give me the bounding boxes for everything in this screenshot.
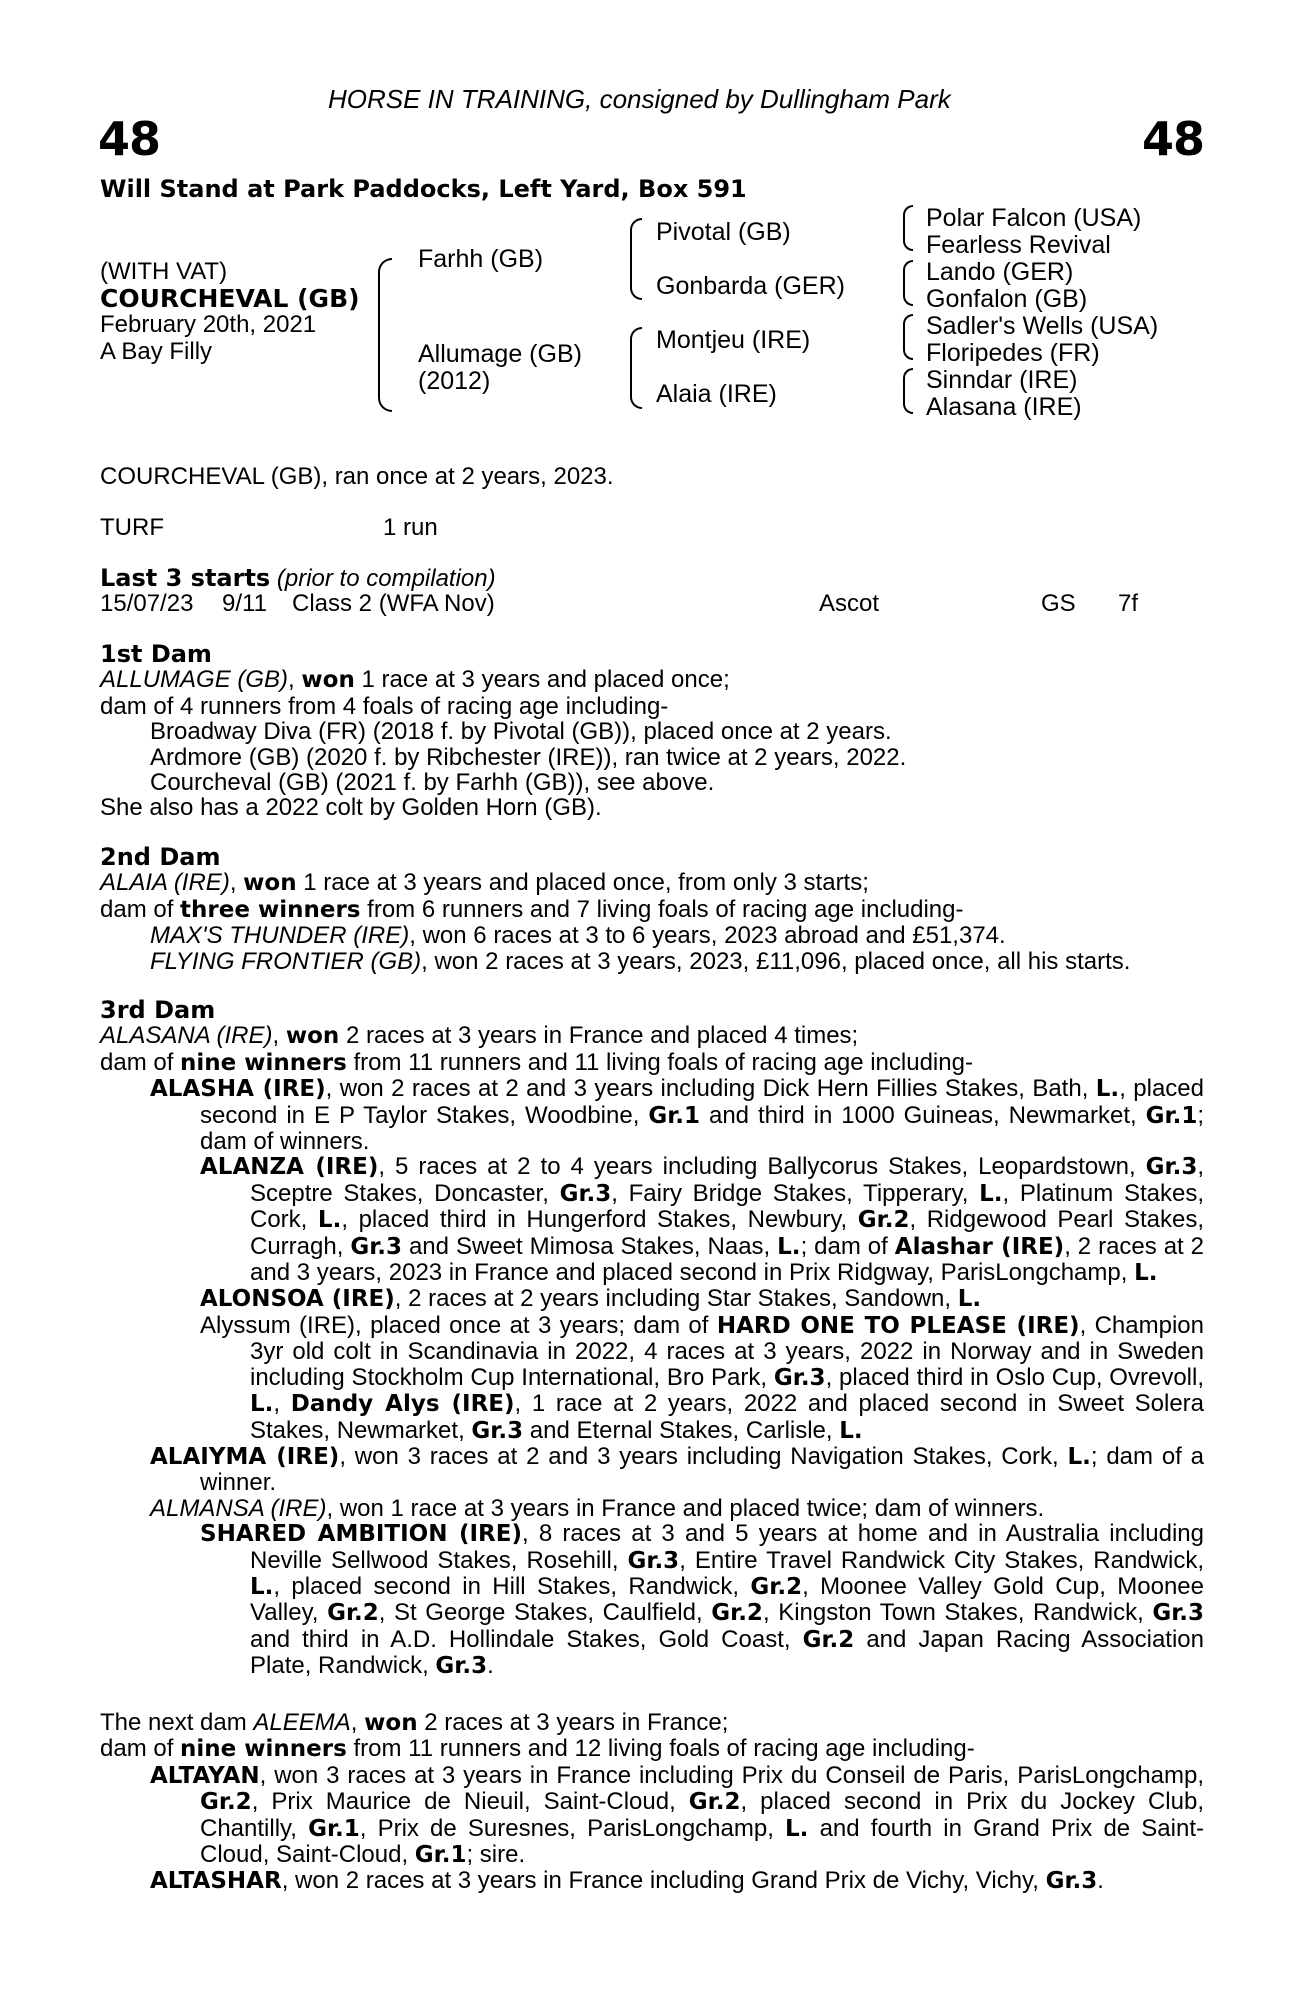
first-dam-name: ALLUMAGE (GB) [100, 666, 289, 694]
text: , won 3 races at 3 years in France including Prix du Conseil de Paris, ParisLongchamp, [259, 1761, 1204, 1789]
pedigree-sire-dam: Gonbarda (GER) [656, 272, 845, 300]
produce-name: ALASHA (IRE) [150, 1076, 326, 1103]
second-dam-name: ALAIA (IRE) [100, 869, 230, 897]
text: from 11 runners and 11 living foals of racing age including- [346, 1048, 973, 1076]
first-dam-heading: 1st Dam [100, 640, 212, 668]
pedigree-sire-sire: Pivotal (GB) [656, 218, 791, 246]
pedigree-g2: Fearless Revival [926, 231, 1111, 259]
sep: , [229, 869, 244, 897]
text: , 8 races at 3 and 5 years at home and in Australia including Neville Sellwood Stakes, Rosehill, [250, 1520, 1204, 1574]
produce-altashar [100, 1868, 1204, 1894]
stable-location: Will Stand at Park Paddocks, Left Yard, Box 591 [100, 175, 747, 203]
produce-name: ALMANSA (IRE) [150, 1494, 327, 1522]
won-label: won [243, 870, 297, 897]
produce-alasha [100, 1076, 1204, 1154]
grade: Gr.3 [1145, 1154, 1198, 1181]
text: , Prix de Suresnes, ParisLongchamp, [359, 1814, 786, 1842]
text: ; sire. [466, 1841, 526, 1869]
text: and Japan Racing Association Plate, Randwick, [250, 1625, 1204, 1680]
next-dam-produce [100, 1736, 1204, 1762]
start-course: Ascot [819, 590, 880, 617]
text: The next dam [100, 1709, 254, 1736]
grade: Gr.2 [711, 1600, 763, 1627]
produce-name: ALONSOA (IRE) [200, 1286, 395, 1313]
text: ; dam of [800, 1232, 895, 1260]
grade: Gr.2 [688, 1789, 741, 1816]
second-dam-heading: 2nd Dam [100, 843, 221, 871]
pedigree-brace-dam [630, 327, 642, 409]
grade: Gr.3 [435, 1653, 488, 1680]
third-dam-produce [100, 1050, 1204, 1076]
turf-runs: 1 run [383, 514, 438, 541]
produce-alonsoa [100, 1286, 1204, 1312]
produce-name: ALTAYAN [150, 1762, 260, 1789]
start-class: Class 2 (WFA Nov) [292, 590, 495, 617]
produce-item [100, 923, 1204, 948]
produce-item: Courcheval (GB) (2021 f. by Farhh (GB)), see above. [150, 769, 715, 797]
grade: L. [777, 1233, 801, 1260]
pedigree-brace-sire [630, 218, 642, 300]
produce-item: Broadway Diva (FR) (2018 f. by Pivotal (GB)), placed once at 2 years. [150, 718, 892, 746]
produce-altayan [100, 1763, 1204, 1869]
horse-description: A Bay Filly [100, 338, 213, 365]
grade: Gr.2 [750, 1573, 803, 1600]
text: from 6 runners and 7 living foals of racing age including- [360, 895, 964, 923]
first-dam-produce: dam of 4 runners from 4 foals of racing age including- [100, 692, 669, 720]
produce-name: FLYING FRONTIER (GB) [150, 947, 422, 975]
page-header-title: HORSE IN TRAINING, consigned by Dullingham Park [328, 84, 951, 114]
pedigree-g6: Floripedes (FR) [926, 339, 1100, 367]
pedigree-g1: Polar Falcon (USA) [926, 204, 1142, 232]
text: ; dam of winners. [200, 1101, 1205, 1156]
text: , Kingston Town Stakes, Randwick, [762, 1599, 1153, 1627]
grade: L. [957, 1286, 982, 1313]
pedigree-dam: Allumage (GB) [418, 340, 582, 368]
grade: Gr.3 [350, 1233, 403, 1260]
grade: Gr.1 [308, 1815, 360, 1842]
third-dam-record [100, 1023, 1204, 1049]
second-dam-produce [100, 897, 1204, 923]
produce-alyssum [100, 1313, 1204, 1444]
horse-dob: February 20th, 2021 [100, 311, 317, 338]
text: dam of [100, 1735, 181, 1763]
text: . [1097, 1867, 1104, 1895]
race-summary: COURCHEVAL (GB), ran once at 2 years, 2023. [100, 463, 614, 490]
pedigree-brace-g1 [903, 205, 913, 251]
text: , won 6 races at 3 to 6 years, 2023 abroad and £51,374. [409, 922, 1006, 950]
text: , placed second in Prix du Jockey Club, Chantilly, [200, 1788, 1204, 1842]
produce-name: Dandy Alys (IRE) [290, 1391, 515, 1418]
grade: Gr.2 [802, 1626, 855, 1653]
grade: Gr.1 [1145, 1102, 1198, 1129]
grade: L. [250, 1573, 274, 1600]
pedigree-brace-g3 [903, 314, 913, 360]
text: , [273, 1390, 291, 1418]
grade: L. [1134, 1260, 1158, 1287]
grade: Gr.3 [559, 1180, 612, 1207]
text: dam of [100, 1048, 181, 1076]
produce-alaiyma [100, 1444, 1204, 1496]
sep: , [288, 666, 302, 694]
third-dam-section [100, 998, 1204, 1680]
produce-name: ALTASHAR [150, 1868, 282, 1895]
pedigree-dam-sire: Montjeu (IRE) [656, 326, 811, 354]
text: and third in A.D. Hollindale Stakes, Gold Coast, [250, 1625, 803, 1653]
text: Alyssum (IRE), placed once at 3 years; dam of [200, 1311, 717, 1339]
third-dam-name: ALASANA (IRE) [100, 1022, 273, 1050]
grade: Gr.3 [627, 1547, 680, 1574]
text: , Moonee Valley Gold Cup, Moonee Valley, [250, 1572, 1204, 1627]
last-starts-subtitle: (prior to compilation) [276, 565, 496, 592]
text: and Eternal Stakes, Carlisle, [523, 1416, 840, 1444]
produce-name: ALAIYMA (IRE) [150, 1443, 340, 1470]
text: , Platinum Stakes, Cork, [250, 1179, 1204, 1234]
text: , Champion 3yr old colt in Scandinavia in 2022, 4 races at 3 years, 2022 in Norway and in Sweden including Stockholm Cup International, Bro Park, [250, 1311, 1204, 1391]
first-dam-record-text: 1 race at 3 years and placed once; [354, 666, 730, 694]
sep: , [350, 1709, 365, 1736]
text: , won 3 races at 2 and 3 years including Navigation Stakes, Cork, [339, 1442, 1068, 1470]
text: , Ridgewood Pearl Stakes, Curragh, [250, 1206, 1204, 1260]
text: , placed second in Hill Stakes, Randwick, [273, 1572, 751, 1600]
text: . [487, 1652, 494, 1680]
text: , Entire Travel Randwick City Stakes, Randwick, [679, 1546, 1205, 1574]
winners-count: nine winners [180, 1736, 347, 1763]
grade: Gr.2 [327, 1600, 379, 1627]
text: dam of [100, 895, 181, 923]
won-label: won [285, 1023, 340, 1050]
lot-number-left: 48 [98, 112, 161, 166]
produce-almansa [100, 1496, 1204, 1521]
second-dam-section [100, 845, 1204, 974]
lot-number-right: 48 [1141, 112, 1204, 166]
grade: L. [979, 1180, 1003, 1207]
second-dam-record-text: 1 race at 3 years and placed once, from only 3 starts; [296, 869, 869, 897]
text: from 11 runners and 12 living foals of racing age including- [346, 1735, 975, 1763]
grade: L. [250, 1391, 274, 1418]
grade: Gr.3 [471, 1417, 524, 1444]
grade: Gr.3 [1045, 1868, 1098, 1895]
text: 2 races at 3 years in France; [417, 1709, 729, 1736]
second-dam-record [100, 870, 1204, 896]
pedigree-g4: Gonfalon (GB) [926, 285, 1088, 313]
pedigree-g3: Lando (GER) [926, 258, 1074, 286]
pedigree-dam-year: (2012) [418, 367, 491, 395]
grade: L. [839, 1417, 863, 1444]
first-dam-section [100, 642, 1204, 821]
produce-shared-ambition [100, 1521, 1204, 1679]
won-label: won [301, 667, 355, 694]
grade: Gr.3 [1152, 1600, 1205, 1627]
produce-name: HARD ONE TO PLEASE (IRE) [716, 1312, 1080, 1339]
last-starts-heading [100, 566, 496, 591]
horse-name: COURCHEVAL (GB) [100, 284, 360, 313]
grade: L. [1095, 1076, 1120, 1103]
text: , 2 races at 2 years including Star Stakes, Sandown, [394, 1285, 958, 1313]
text: , Fairy Bridge Stakes, Tipperary, [611, 1179, 980, 1207]
start-position: 9/11 [222, 590, 267, 617]
produce-name: MAX'S THUNDER (IRE) [150, 922, 410, 950]
produce-name: SHARED AMBITION (IRE) [200, 1521, 522, 1548]
text: , placed second in E P Taylor Stakes, Woodbine, [200, 1075, 1204, 1129]
next-dam-record [100, 1710, 1204, 1736]
grade: Gr.1 [648, 1102, 701, 1129]
winners-count: three winners [180, 896, 361, 923]
pedigree-brace-main [378, 258, 392, 412]
produce-alanza [100, 1154, 1204, 1286]
text: and fourth in Grand Prix de Saint-Cloud, Saint-Cloud, [200, 1814, 1204, 1869]
text: , won 1 race at 3 years in France and placed twice; dam of winners. [326, 1494, 1045, 1522]
pedigree-g5: Sadler's Wells (USA) [926, 312, 1159, 340]
start-going: GS [1041, 590, 1076, 617]
pedigree-g7: Sinndar (IRE) [926, 366, 1078, 394]
text: , Prix Maurice de Nieuil, Saint-Cloud, [251, 1788, 689, 1816]
grade: Gr.2 [200, 1789, 252, 1816]
text: and third in 1000 Guineas, Newmarket, [700, 1101, 1146, 1129]
pedigree-g8: Alasana (IRE) [926, 393, 1082, 421]
next-dam-section [100, 1710, 1204, 1895]
grade: Gr.1 [414, 1842, 467, 1869]
start-date: 15/07/23 [100, 590, 194, 617]
text: , placed third in Oslo Cup, Ovrevoll, [825, 1363, 1204, 1391]
text: , won 2 races at 2 and 3 years including Dick Hern Fillies Stakes, Bath, [325, 1075, 1096, 1103]
grade: Gr.2 [857, 1207, 910, 1234]
last-starts-title: Last 3 starts [100, 564, 271, 592]
third-dam-heading: 3rd Dam [100, 996, 216, 1024]
grade: L. [1067, 1443, 1091, 1470]
pedigree-brace-g4 [903, 368, 913, 414]
text: , won 2 races at 3 years, 2023, £11,096, placed once, all his starts. [421, 947, 1131, 975]
won-label: won [364, 1710, 418, 1736]
produce-name: Alashar (IRE) [894, 1233, 1065, 1260]
third-dam-record-text: 2 races at 3 years in France and placed 4 times; [339, 1022, 859, 1050]
vat-note: (WITH VAT) [100, 258, 228, 285]
first-dam-record [100, 667, 1204, 693]
produce-name: ALANZA (IRE) [200, 1154, 379, 1181]
start-distance: 7f [1118, 590, 1139, 617]
pedigree-brace-g2 [903, 260, 913, 306]
text: , 2 races at 2 and 3 years, 2023 in France and placed second in Prix Ridgway, ParisLongchamp, [250, 1232, 1205, 1287]
text: , 5 races at 2 to 4 years including Ballycorus Stakes, Leopardstown, [378, 1153, 1146, 1181]
produce-item: Ardmore (GB) (2020 f. by Ribchester (IRE)), ran twice at 2 years, 2022. [150, 743, 907, 771]
pedigree-sire: Farhh (GB) [418, 245, 544, 273]
first-dam-note: She also has a 2022 colt by Golden Horn (GB). [100, 794, 602, 822]
text: , Sceptre Stakes, Doncaster, [250, 1153, 1204, 1207]
grade: Gr.3 [773, 1364, 826, 1391]
text: ; dam of a winner. [200, 1442, 1204, 1497]
text: and Sweet Mimosa Stakes, Naas, [402, 1232, 778, 1260]
text: , 1 race at 2 years, 2022 and placed second in Sweet Solera Stakes, Newmarket, [250, 1390, 1205, 1444]
pedigree-dam-dam: Alaia (IRE) [656, 380, 777, 408]
produce-item [100, 949, 1204, 974]
grade: L. [785, 1815, 809, 1842]
text: , placed third in Hungerford Stakes, Newbury, [341, 1206, 858, 1234]
sep: , [272, 1022, 286, 1050]
turf-label: TURF [100, 514, 164, 541]
next-dam-name: ALEEMA [253, 1709, 351, 1736]
grade: L. [317, 1207, 342, 1234]
winners-count: nine winners [180, 1049, 347, 1076]
text: , St George Stakes, Caulfield, [378, 1599, 712, 1627]
text: , won 2 races at 3 years in France including Grand Prix de Vichy, Vichy, [281, 1867, 1046, 1895]
